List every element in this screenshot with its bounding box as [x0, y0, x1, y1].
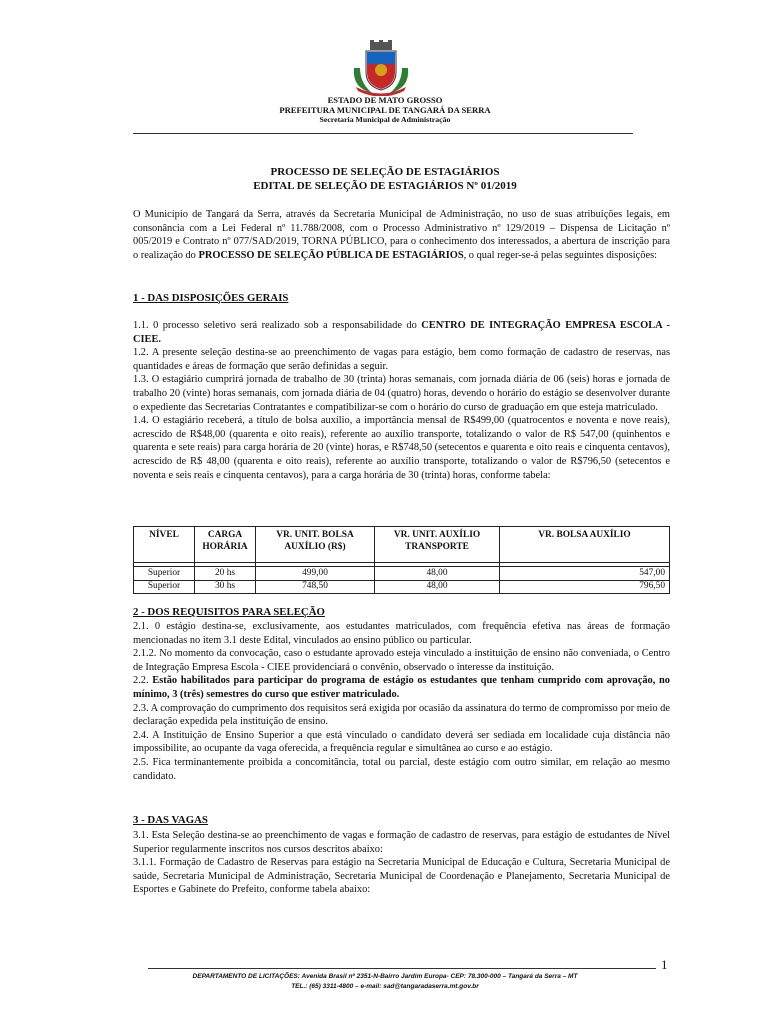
page-number: 1	[661, 957, 668, 972]
footer-divider	[148, 968, 656, 969]
p22-number: 2.2.	[133, 675, 153, 687]
table-header: NÍVEL	[134, 527, 195, 563]
table-header: VR. UNIT. AUXÍLIO TRANSPORTE	[375, 527, 500, 563]
table-cell: Superior	[134, 580, 195, 594]
paragraph-2-4: 2.4. A Instituição de Ensino Superior a que está vinculado o candidato deverá ser sediada em localidade cuja distância não impossibilite, ao ocupante da vaga oferecida, a frequência regular e simultânea ao curso e ao estágio.	[133, 729, 670, 755]
intro-tail: , o qual reger-se-á pelas seguintes disposições:	[463, 249, 658, 261]
table-cell: 20 hs	[195, 567, 256, 581]
document-subtitle: EDITAL DE SELEÇÃO DE ESTAGIÁRIOS Nº 01/2019	[253, 180, 517, 192]
p11-text: 1.1. 0 processo seletivo será realizado sob a responsabilidade do	[133, 320, 422, 331]
header-prefecture: PREFEITURA MUNICIPAL DE TANGARÁ DA SERRA	[279, 105, 491, 115]
stipend-table	[133, 526, 670, 594]
paragraph-3-1: 3.1. Esta Seleção destina-se ao preenchimento de vagas e formação de cadastro de reservas, para estágio de estudantes de Nível Superior regularmente inscritos nos cursos descritos abaixo:	[133, 830, 670, 855]
p22-bold: Estão habilitados para participar do programa de estágio os estudantes que tenham cumprido com aprovação, no mínimo, 3 (três) semestres do curso que estiver matriculado.	[133, 675, 670, 700]
table-cell: 48,00	[375, 580, 500, 594]
header-state: ESTADO DE MATO GROSSO	[327, 95, 443, 105]
paragraph-3-1-1: 3.1.1. Formação de Cadastro de Reservas para estágio na Secretaria Municipal de Educação e Cultura, Secretaria Municipal de saúde, Secretaria Municipal de Administração, Secretaria Municipal de Coordenação e Planejamento, Secretaria Municipal de Esportes e Gabinete do Prefeito, conforme tabela abaixo:	[133, 857, 670, 896]
table-header: CARGA HORÁRIA	[195, 527, 256, 563]
paragraph-2-5: 2.5. Fica terminantemente proibida a concomitância, total ou parcial, deste estágio com outro similar, em relação ao mesmo candidato.	[133, 756, 670, 782]
table-header-row	[134, 527, 670, 563]
table-cell: 48,00	[375, 567, 500, 581]
coat-of-arms-icon	[350, 38, 412, 96]
section1-heading: 1 - DAS DISPOSIÇÕES GERAIS	[133, 292, 289, 304]
table-header: VR. UNIT. BOLSA AUXÍLIO (R$)	[256, 527, 375, 563]
table-row	[134, 567, 670, 581]
table-cell: Superior	[134, 567, 195, 581]
section1-body	[133, 319, 670, 482]
paragraph-1-4: 1.4. O estagiário receberá, a título de bolsa auxílio, a importância mensal de R$499,00 (quatrocentos e noventa e nove reais), acrescido de R$48,00 (quarenta e oito reais), referente ao auxílio transporte, totalizando o valor de R$ 547,00 (quinhentos e quarenta e sete reais) para carga horária de 20 (vinte) horas, e R$748,50 (setecentos e quarenta e oito reais e cinquenta centavos), acrescido de R$ 48,00 (quarenta e oito reais), referente ao auxílio transporte, totalizando o valor de R$796,50 (setecentos e noventa e seis reais e cinquenta centavos), para a carga horária de 30 (trinta) horas, conforme tabela:	[133, 415, 670, 481]
paragraph-1-2: 1.2. A presente seleção destina-se ao preenchimento de vagas para estágio, bem como formação de cadastro de reservas, nas quantidades e áreas de formação que serão definidas a seguir.	[133, 347, 670, 372]
table-header: VR. BOLSA AUXÍLIO	[500, 527, 670, 563]
table-cell: 748,50	[256, 580, 375, 594]
paragraph-2-1-2: 2.1.2. No momento da convocação, caso o estudante aprovado esteja vinculado a instituição de ensino não conveniada, o Centro de Integração Empresa Escola - CIEE providenciará o convênio, observado o interesse da instituição.	[133, 648, 670, 673]
paragraph-2-3: 2.3. A comprovação do cumprimento dos requisitos será exigida por ocasião da assinatura do termo de compromisso por meio de declaração expedida pela instituição de ensino.	[133, 702, 670, 728]
p11-bold: CENTRO DE INTEGRAÇÃO EMPRESA ESCOLA - CIEE.	[133, 320, 671, 345]
table-cell: 547,00	[500, 567, 670, 581]
section3-heading: 3 - DAS VAGAS	[133, 814, 208, 826]
paragraph-1-1	[133, 319, 670, 346]
footer-contact: TEL.: (65) 3311-4800 – e-mail: sad@tangaradaserra.mt.gov.br	[291, 983, 479, 990]
intro-bold: PROCESSO DE SELEÇÃO PÚBLICA DE ESTAGIÁRIOS	[198, 249, 464, 261]
section3-body	[133, 829, 670, 897]
paragraph-1-3: 1.3. O estagiário cumprirá jornada de trabalho de 30 (trinta) horas semanais, com jornada diária de 06 (seis) horas e jornada de trabalho 20 (vinte) horas semanais, com jornada diária de 04 (quatro) horas, devendo o horário do estágio se desenvolver durante o expediente das Secretarias Contratantes e compatibilizar-se com o horário do curso de graduação em que esteja matriculado.	[133, 374, 670, 413]
intro-paragraph	[133, 208, 670, 262]
table-cell: 499,00	[256, 567, 375, 581]
paragraph-2-2	[133, 674, 670, 701]
document-title: PROCESSO DE SELEÇÃO DE ESTAGIÁRIOS	[270, 166, 500, 178]
header-secretariat: Secretaria Municipal de Administração	[319, 115, 451, 124]
footer-address: DEPARTAMENTO DE LICITAÇÕES: Avenida Brasil nº 2351-N-Bairro Jardim Europa- CEP: 78.300-000 – Tangará da Serra – MT	[192, 973, 578, 980]
section2-body	[133, 620, 670, 783]
section2-heading: 2 - DOS REQUISITOS PARA SELEÇÃO	[133, 606, 325, 618]
paragraph-2-1: 2.1. 0 estágio destina-se, exclusivamente, aos estudantes matriculados, com frequência efetiva nas áreas de formação mencionadas no item 3.1 deste Edital, vinculados ao ensino público ou particular.	[133, 621, 670, 646]
table-cell: 30 hs	[195, 580, 256, 594]
table-cell: 796,50	[500, 580, 670, 594]
table-row	[134, 580, 670, 594]
header-divider	[133, 133, 633, 134]
intro-text: O Município de Tangará da Serra, através da Secretaria Municipal de Administração, no uso de suas atribuições legais, em consonância com a Lei Federal nº 11.788/2008, com o Processo Administrativo nº 129/2019 – Dispensa de Licitação nº 005/2019 e Contrato nº 077/SAD/2019, TORNA PÚBLICO, para o conhecimento dos interessados, a abertura de inscrição para o realização do	[133, 209, 670, 261]
